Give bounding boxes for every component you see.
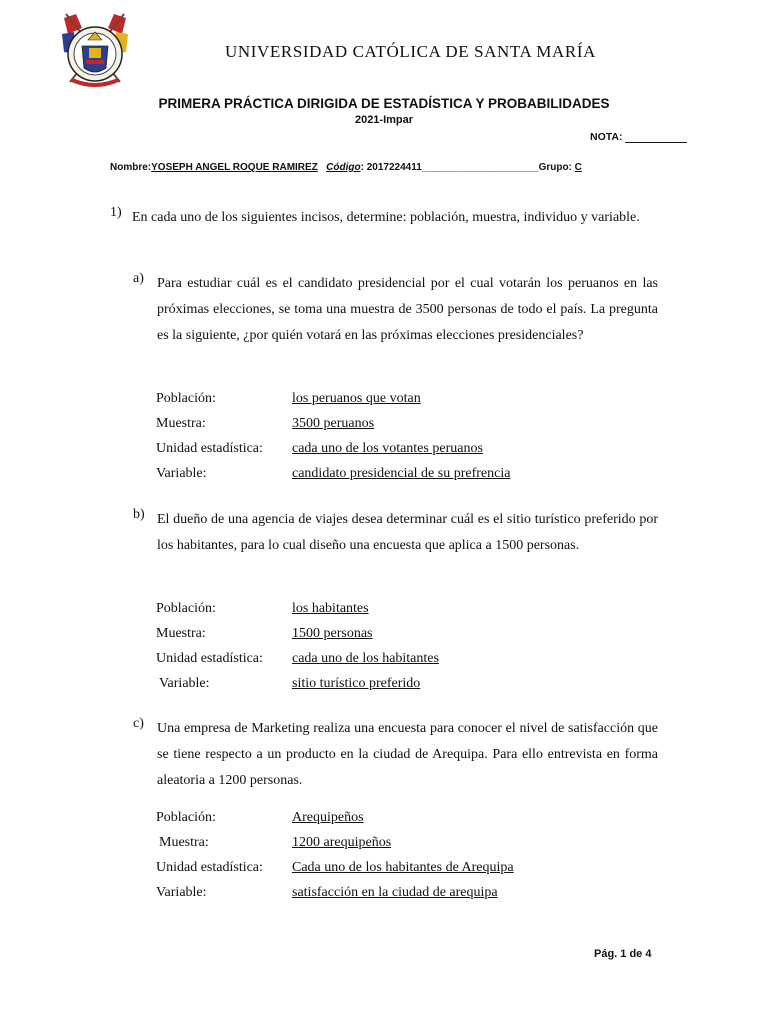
term-label: 2021-Impar	[354, 114, 414, 126]
name-value: YOSEPH ANGEL ROQUE RAMIREZ	[151, 162, 318, 173]
item-b-letter: b)	[133, 507, 145, 522]
grade-blank-line	[625, 131, 687, 143]
item-b-value-variable: sitio turístico preferido	[292, 676, 421, 691]
item-b-label-poblacion: Población:	[156, 601, 216, 616]
item-c-label-variable: Variable:	[156, 885, 207, 900]
item-a-text: Para estudiar cuál es el candidato presidencial por el cual votarán los peruanos en las próximas elecciones, se toma una muestra de 3500 personas de todo el país. La pregunta es la siguiente, ¿por quién votará en las próximas elecciones presidenciales?	[157, 276, 658, 343]
item-a-value-muestra: 3500 peruanos	[292, 416, 375, 431]
item-c-value-poblacion: Arequipeños	[292, 810, 364, 825]
item-a-value-unidad: cada uno de los votantes peruanos	[292, 441, 483, 456]
practice-title: PRIMERA PRÁCTICA DIRIGIDA DE ESTADÍSTICA Y PROBABILIDADES	[158, 96, 610, 111]
code-label: Código	[326, 162, 361, 173]
question-text: En cada uno de los siguientes incisos, determine: población, muestra, individuo y variable.	[132, 210, 640, 225]
student-info-line	[110, 162, 582, 173]
grade-label: NOTA:	[590, 131, 623, 143]
page-number: Pág. 1 de 4	[594, 948, 652, 960]
item-c-label-muestra: Muestra:	[159, 835, 209, 850]
item-c-value-variable: satisfacción en la ciudad de arequipa	[292, 885, 498, 900]
item-a-label-variable: Variable:	[156, 466, 207, 481]
item-c-letter: c)	[133, 716, 144, 731]
item-a-value-poblacion: los peruanos que votan	[292, 391, 421, 406]
item-b-label-variable: Variable:	[159, 676, 210, 691]
item-b-label-muestra: Muestra:	[156, 626, 206, 641]
item-b-value-unidad: cada uno de los habitantes	[292, 651, 439, 666]
item-c-text: Una empresa de Marketing realiza una encuesta para conocer el nivel de satisfacción que se tiene respecto a un producto en la ciudad de Arequipa. Para ello entrevista en forma aleatoria a 1200 personas.	[157, 721, 658, 788]
university-name: UNIVERSIDAD CATÓLICA DE SANTA MARÍA	[225, 42, 596, 61]
question-number: 1)	[110, 205, 122, 220]
code-value: : 2017224411_____________________	[360, 162, 539, 173]
item-a-label-muestra: Muestra:	[156, 416, 206, 431]
group-value: C	[574, 162, 582, 173]
group-label: Grupo:	[538, 162, 572, 173]
university-crest-logo	[58, 10, 132, 92]
item-b-text: El dueño de una agencia de viajes desea determinar cuál es el sitio turístico preferido por los habitantes, para lo cual diseño una encuesta que aplica a 1500 personas.	[157, 512, 658, 553]
name-label: Nombre:	[110, 162, 152, 173]
item-b-label-unidad: Unidad estadística:	[156, 651, 263, 666]
item-a-value-variable: candidato presidencial de su prefrencia	[292, 466, 511, 481]
item-a-label-poblacion: Población:	[156, 391, 216, 406]
grade-field	[590, 131, 687, 143]
item-c-label-unidad: Unidad estadística:	[156, 860, 263, 875]
item-a-label-unidad: Unidad estadística:	[156, 441, 263, 456]
item-c-value-muestra: 1200 arequipeños	[292, 835, 392, 850]
item-b-value-poblacion: los habitantes	[292, 601, 369, 616]
item-b-value-muestra: 1500 personas	[292, 626, 373, 641]
item-c-value-unidad: Cada uno de los habitantes de Arequipa	[292, 860, 514, 875]
item-a-letter: a)	[133, 271, 144, 286]
item-c-label-poblacion: Población:	[156, 810, 216, 825]
